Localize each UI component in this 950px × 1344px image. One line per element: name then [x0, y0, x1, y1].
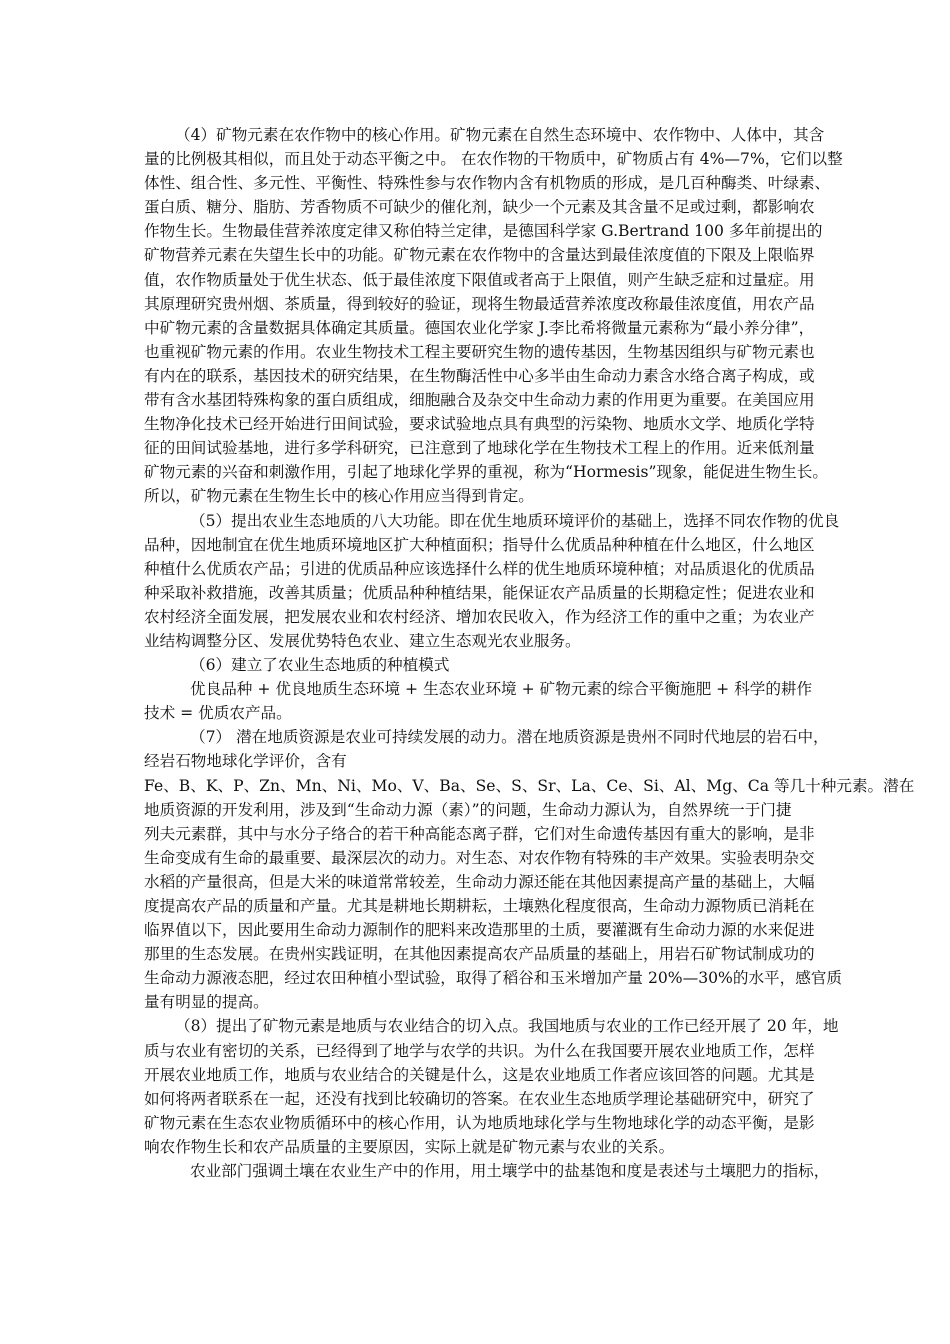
paragraph-5	[144, 725, 915, 1014]
text-line: 开展农业地质工作，地质与农业结合的关键是什么，这是农业地质工作者应该回答的问题。尤其是	[144, 1065, 815, 1084]
text-line: 种采取补救措施，改善其质量；优质品种种植结果，能保证农产品质量的长期稳定性；促进农业和	[144, 583, 815, 602]
paragraph-4	[144, 677, 813, 725]
text-line: 品种，因地制宜在优生地质环境地区扩大种植面积；指导什么优质品种种植在什么地区，什么地区	[144, 535, 815, 554]
text-line: 度提高农产品的质量和产量。尤其是耕地长期耕耘，土壤熟化程度很高，生命动力源物质已消耗在	[144, 897, 815, 915]
text-line: 带有含水基团特殊构象的蛋白质组成，细胞融合及杂交中生命动力素的作用更为重要。在美国应用	[144, 391, 815, 410]
text-line: （6）建立了农业生态地质的种植模式	[190, 656, 450, 675]
paragraph-2	[144, 509, 840, 654]
text-line: 技术 = 优质农产品。	[144, 704, 292, 723]
text-line: （5）提出农业生态地质的八大功能。即在优生地质环境评价的基础上，选择不同农作物的优良	[190, 511, 840, 530]
text-line: （7） 潜在地质资源是农业可持续发展的动力。潜在地质资源是贵州不同时代地层的岩石中，	[190, 728, 829, 747]
text-line: 矿物元素的兴奋和刺激作用，引起了地球化学界的重视，称为“Hormesis”现象，能促进生物生长。	[144, 463, 828, 482]
text-line: 蛋白质、糖分、脂肪、芳香物质不可缺少的催化剂，缺少一个元素及其含量不足或过剩，都影响农	[144, 198, 815, 217]
paragraph-1	[144, 123, 843, 509]
text-line: 种植什么优质农产品；引进的优质品种应该选择什么样的优生地质环境种植；对品质退化的优质品	[144, 559, 815, 578]
text-line: 有内在的联系，基因技术的研究结果，在生物酶活性中心多半由生命动力素含水络合离子构成，或	[144, 366, 815, 385]
paragraph-7	[144, 1159, 830, 1183]
text-line: 水稻的产量很高，但是大米的味道常常较差，生命动力源还能在其他因素提高产量的基础上，大幅	[144, 872, 815, 891]
text-line: 生命动力源液态肥，经过农田种植小型试验，取得了稻谷和玉米增加产量 20%—30%的水平，感官质	[144, 969, 843, 988]
text-line: 业结构调整分区、发展优势特色农业、建立生态观光农业服务。	[144, 631, 581, 650]
text-line: 农业部门强调土壤在农业生产中的作用，用土壤学中的盐基饱和度是表述与土壤肥力的指标，	[190, 1162, 830, 1181]
text-line: （4）矿物元素在农作物中的核心作用。矿物元素在自然生态环境中、农作物中、人体中，其含	[175, 126, 825, 144]
text-line: 生物净化技术已经开始进行田间试验，要求试验地点具有典型的污染物、地质水文学、地质化学特	[144, 415, 815, 434]
text-line: 所以，矿物元素在生物生长中的核心作用应当得到肯定。	[144, 487, 534, 506]
text-line: 值，农作物质量处于优生状态、低于最佳浓度下限值或者高于上限值，则产生缺乏症和过量症。用	[144, 270, 815, 289]
text-line: 其原理研究贵州烟、茶质量，得到较好的验证，现将生物最适营养浓度改称最佳浓度值，用农产品	[144, 294, 815, 313]
text-line: 列夫元素群，其中与水分子络合的若干种高能态离子群，它们对生命遗传基因有重大的影响，是非	[144, 824, 815, 843]
text-line: 优良品种 + 优良地质生态环境 + 生态农业环境 + 矿物元素的综合平衡施肥 + 科学的耕作	[190, 680, 813, 699]
paragraph-6	[144, 1014, 839, 1159]
text-line: 征的田间试验基地，进行多学科研究，已注意到了地球化学在生物技术工程上的作用。近来低剂量	[144, 439, 815, 458]
text-line: 如何将两者联系在一起，还没有找到比较确切的答案。在农业生态地质学理论基础研究中，研究了	[144, 1089, 815, 1108]
text-line: 那里的生态发展。在贵州实践证明，在其他因素提高农产品质量的基础上，用岩石矿物试制成功的	[144, 945, 815, 964]
paragraph-3	[144, 653, 806, 677]
document-page	[144, 123, 915, 1183]
text-line: 作物生长。生物最佳营养浓度定律又称伯特兰定律，是德国科学家 G.Bertrand 100 多年前提出的	[144, 222, 823, 241]
text-line: 也重视矿物元素的作用。农业生物技术工程主要研究生物的遗传基因，生物基因组织与矿物元素也	[144, 342, 815, 361]
text-line: 农村经济全面发展，把发展农业和农村经济、增加农民收入，作为经济工作的重中之重；为农业产	[144, 607, 815, 626]
text-line: 中矿物元素的含量数据具体确定其质量。德国农业化学家 J.李比希将微量元素称为“最小养分律”，	[144, 318, 815, 337]
text-line: 质与农业有密切的关系，已经得到了地学与农学的共识。为什么在我国要开展农业地质工作，怎样	[144, 1041, 815, 1060]
text-line: 体性、组合性、多元性、平衡性、特殊性参与农作物内含有机物质的形成，是几百种酶类、叶绿素、	[144, 174, 831, 193]
text-line: 生命变成有生命的最重要、最深层次的动力。对生态、对农作物有特殊的丰产效果。实验表明杂交	[144, 848, 815, 867]
text-line: Fe、B、K、P、Zn、Mn、Ni、Mo、V、Ba、Se、S、Sr、La、Ce、Si、Al、Mg、Ca 等几十种元素。潜在	[144, 776, 915, 795]
text-line: 临界值以下，因此要用生命动力源制作的肥料来改造那里的土质，要灌溉有生命动力源的水来促进	[144, 921, 815, 940]
text-line: 量有明显的提高。	[144, 993, 269, 1012]
text-line: 矿物元素在生态农业物质循环中的核心作用，认为地质地球化学与生物地球化学的动态平衡，是影	[144, 1113, 815, 1132]
text-line: （8）提出了矿物元素是地质与农业结合的切入点。我国地质与农业的工作已经开展了 20 年，地	[175, 1017, 839, 1036]
text-line: 经岩石物地球化学评价，含有	[144, 752, 347, 771]
text-line: 响农作物生长和农产品质量的主要原因，实际上就是矿物元素与农业的关系。	[144, 1137, 675, 1156]
text-line: 矿物营养元素在失望生长中的功能。矿物元素在农作物中的含量达到最佳浓度值的下限及上限临界	[144, 246, 815, 265]
text-line: 量的比例极其相似，而且处于动态平衡之中。 在农作物的干物质中，矿物质占有 4%—7%，它们以整	[144, 150, 843, 169]
text-line: 地质资源的开发利用，涉及到“生命动力源（素）”的问题，生命动力源认为，自然界统一于门捷	[144, 800, 792, 819]
